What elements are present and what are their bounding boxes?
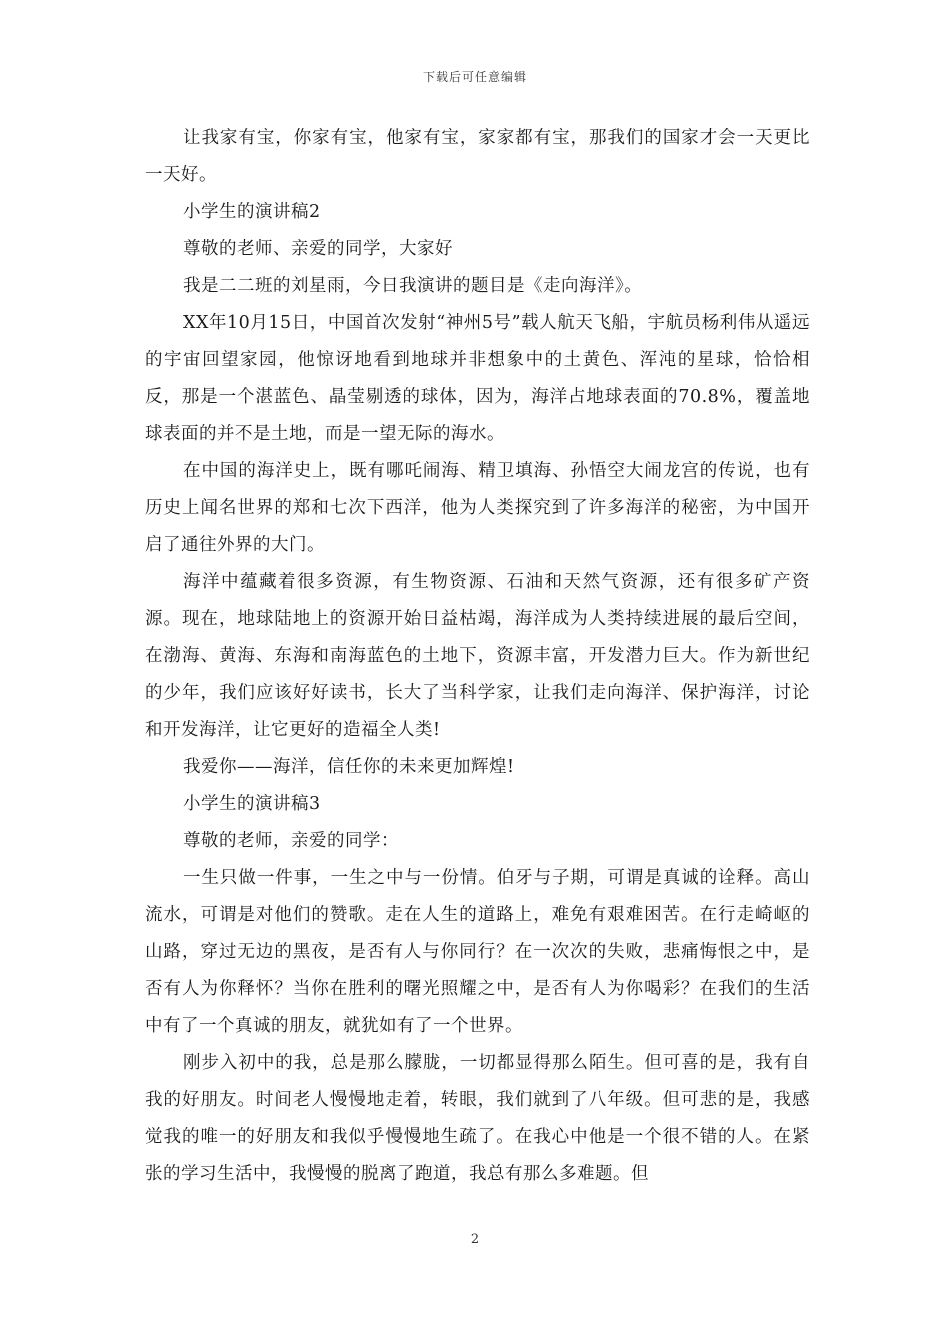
paragraph: 我是二二班的刘星雨，今日我演讲的题目是《走向海洋》。 — [183, 276, 643, 296]
paragraph: 刚步入初中的我，总是那么朦胧，一切都显得那么陌生。但可喜的是，我有自我的好朋友。时间老人慢慢地走着，转眼，我们就到了八年级。但可悲的是，我感觉我的唯一的好朋友和我似乎慢慢地生疏了。在我心中他是一个很不错的人。在紧张的学习生活中，我慢慢的脱离了跑道，我总有那么多难题。但 — [145, 1053, 810, 1184]
section-title: 小学生的演讲稿2 — [183, 202, 321, 222]
document-body — [145, 120, 810, 1193]
paragraph: 让我家有宝，你家有宝，他家有宝，家家都有宝，那我们的国家才会一天更比一天好。 — [145, 128, 810, 185]
paragraph: 尊敬的老师，亲爱的同学： — [183, 831, 399, 851]
page-number: 2 — [470, 1232, 480, 1247]
paragraph: 一生只做一件事，一生之中与一份情。伯牙与子期，可谓是真诚的诠释。高山流水，可谓是对他们的赞歌。走在人生的道路上，难免有艰难困苦。在行走崎岖的山路，穿过无边的黑夜，是否有人与你同行？在一次次的失败，悲痛悔恨之中，是否有人为你释怀？当你在胜利的曙光照耀之中，是否有人为你喝彩？在我们的生活中有了一个真诚的朋友，就犹如有了一个世界。 — [145, 868, 810, 1036]
paragraph: 在中国的海洋史上，既有哪吒闹海、精卫填海、孙悟空大闹龙宫的传说，也有历史上闻名世界的郑和七次下西洋，他为人类探究到了许多海洋的秘密，为中国开启了通往外界的大门。 — [145, 461, 810, 555]
paragraph: 尊敬的老师、亲爱的同学，大家好 — [183, 239, 453, 259]
section-title: 小学生的演讲稿3 — [183, 794, 321, 814]
paragraph: XX年10月15日，中国首次发射“神州5号”载人航天飞船，宇航员杨利伟从遥远的宇宙回望家园，他惊讶地看到地球并非想象中的土黄色、浑沌的星球，恰恰相反，那是一个湛蓝色、晶莹剔透的球体，因为，海洋占地球表面的70.8%，覆盖地球表面的并不是土地，而是一望无际的海水。 — [145, 313, 810, 444]
paragraph: 我爱你——海洋，信任你的未来更加辉煌! — [183, 757, 515, 777]
paragraph: 海洋中蕴藏着很多资源，有生物资源、石油和天然气资源，还有很多矿产资源。现在，地球陆地上的资源开始日益枯竭，海洋成为人类持续进展的最后空间，在渤海、黄海、东海和南海蓝色的土地下，资源丰富，开发潜力巨大。作为新世纪的少年，我们应该好好读书，长大了当科学家，让我们走向海洋、保护海洋，讨论和开发海洋，让它更好的造福全人类! — [145, 572, 810, 740]
page-header: 下载后可任意编辑 — [422, 70, 527, 84]
